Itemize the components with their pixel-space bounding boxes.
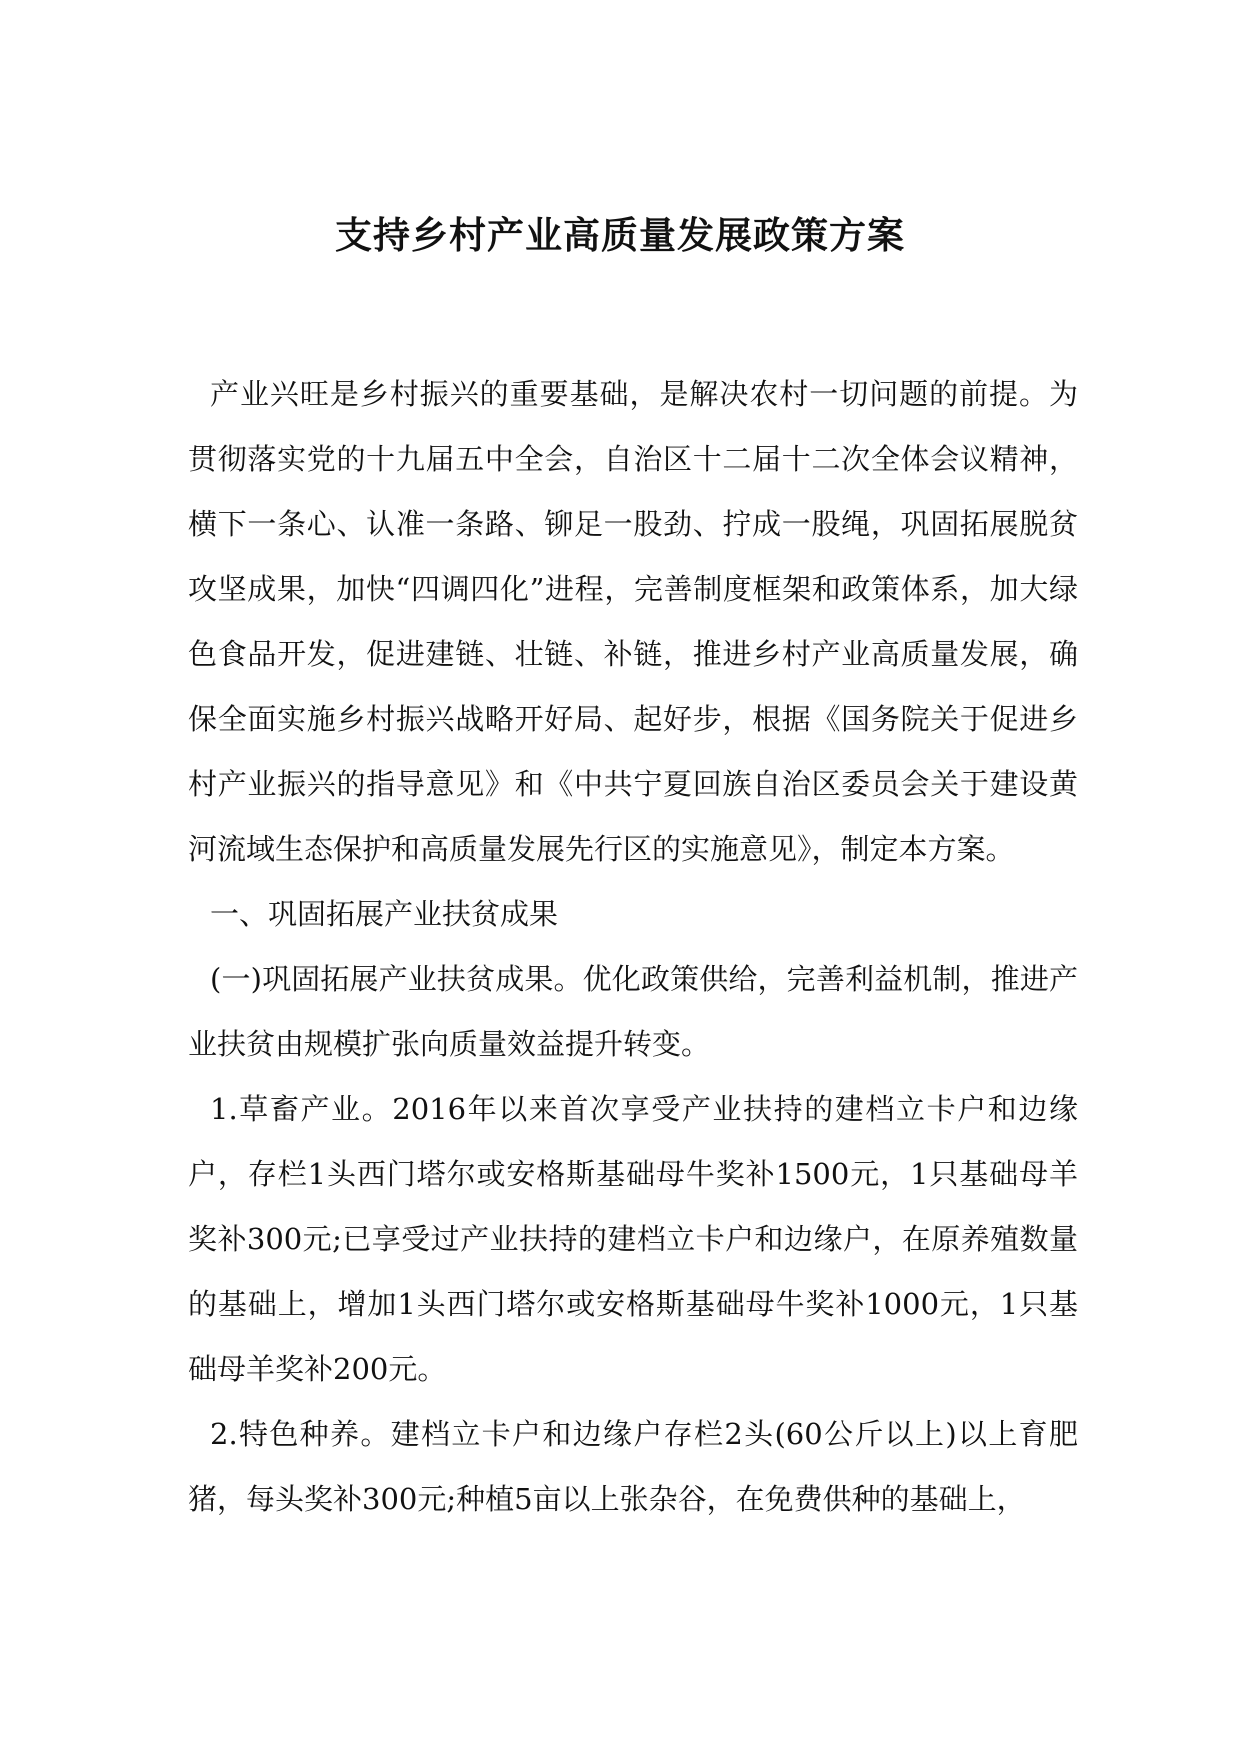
- document-title: 支持乡村产业高质量发展政策方案: [335, 213, 905, 257]
- item-paragraph-1: 1.草畜产业。2016年以来首次享受产业扶持的建档立卡户和边缘户，存栏1头西门塔尔或安格斯基础母牛奖补1500元，1只基础母羊奖补300元;已享受过产业扶持的建档立卡户和边缘户，在原养殖数量的基础上，增加1头西门塔尔或安格斯基础母牛奖补1000元，1只基础母羊奖补200元。: [188, 1092, 1078, 1386]
- intro-paragraph: 产业兴旺是乡村振兴的重要基础，是解决农村一切问题的前提。为贯彻落实党的十九届五中全会，自治区十二届十二次全体会议精神，横下一条心、认准一条路、铆足一股劲、拧成一股绳，巩固拓展脱贫攻坚成果，加快“四调四化”进程，完善制度框架和政策体系，加大绿色食品开发，促进建链、壮链、补链，推进乡村产业高质量发展，确保全面实施乡村振兴战略开好局、起好步，根据《国务院关于促进乡村产业振兴的指导意见》和《中共宁夏回族自治区委员会关于建设黄河流域生态保护和高质量发展先行区的实施意见》，制定本方案。: [188, 377, 1078, 866]
- document-body: [188, 362, 1078, 1532]
- section-heading-1: 一、巩固拓展产业扶贫成果: [210, 897, 559, 931]
- item-paragraph-2: 2.特色种养。建档立卡户和边缘户存栏2头(60公斤以上)以上育肥猪，每头奖补300元;种植5亩以上张杂谷，在免费供种的基础上，: [188, 1417, 1078, 1516]
- subsection-paragraph-1: (一)巩固拓展产业扶贫成果。优化政策供给，完善利益机制，推进产业扶贫由规模扩张向质量效益提升转变。: [188, 962, 1078, 1061]
